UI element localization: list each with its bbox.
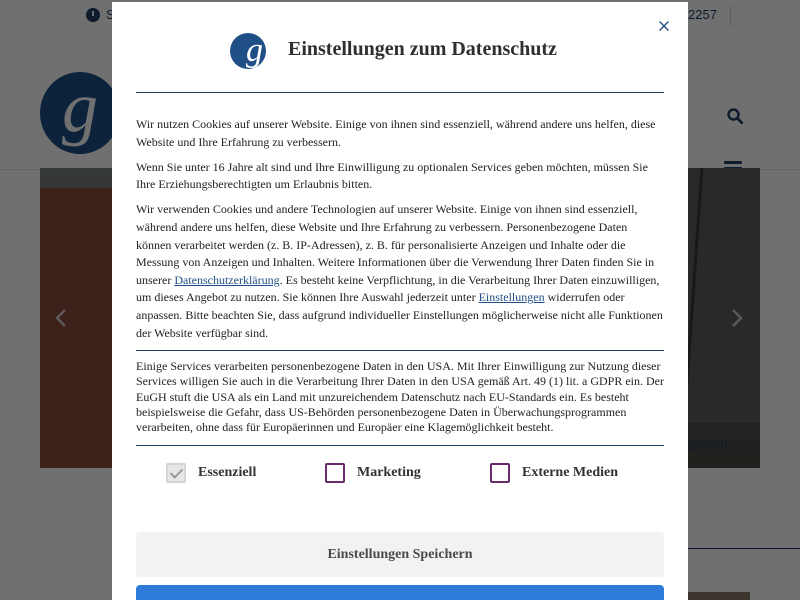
checkbox-label[interactable]: Externe Medien: [522, 465, 619, 480]
settings-link[interactable]: Einstellungen: [478, 290, 545, 305]
checkbox-essenziell-box: [166, 463, 186, 483]
checkbox-essenziell: [166, 462, 256, 484]
logo: [230, 26, 266, 76]
checkbox-externe-medien[interactable]: [490, 462, 618, 484]
checkbox-label: Essenziell: [198, 465, 257, 480]
consent-checkboxes: [166, 462, 666, 484]
checkbox-label[interactable]: Marketing: [357, 465, 421, 480]
privacy-description: [136, 116, 664, 350]
checkbox-marketing[interactable]: [325, 462, 421, 484]
divider: [136, 350, 664, 351]
close-button[interactable]: [657, 19, 671, 33]
divider: [136, 445, 664, 446]
divider: [136, 92, 664, 93]
age-notice-text: Wenn Sie unter 16 Jahre alt sind und Ihre Einwilligung zu optionalen Services geben möchten, müssen Sie Ihre Erziehungsberechtigten um Erlaubnis bitten.: [136, 159, 648, 192]
accept-all-button[interactable]: [136, 585, 664, 600]
details-text: Wir verwenden Cookies und andere Technologien auf unserer Website. Einige von ihnen sind essenziell, während andere uns helfen, diese Website und Ihre Erfahrung zu verbessern. Personenbezogene Daten können verarbeitet werden (z. B. IP-Adressen), z. B. für personalisierte Anzeigen und Inhalte oder die Messung von Anzeigen und Inhalten. Weitere Informationen über die Verwendung Ihrer Daten finden Sie in unserer Datenschutzerklärung. Es besteht keine Verpflichtung, in die Verarbeitung Ihrer Daten einzuwilligen, um dieses Angebot zu nutzen. Sie können Ihre Auswahl jederzeit unter Einstellungen widerrufen oder anpassen. Bitte beachten Sie, dass aufgrund individueller Einstellungen möglicherweise nicht alle Funktionen der Website verfügbar sind.: [136, 202, 663, 340]
modal-title: Einstellungen zum Datenschutz: [288, 38, 557, 60]
checkbox-externe-medien-box[interactable]: [490, 463, 510, 483]
checkbox-marketing-box[interactable]: [325, 463, 345, 483]
usa-data-notice: Einige Services verarbeiten personenbezogene Daten in den USA. Mit Ihrer Einwilligung zur Nutzung dieser Services willigen Sie auch in die Verarbeitung Ihrer Daten in den USA gemäß Art. 49 (1) lit. a GDPR ein. Der EuGH stuft die USA als ein Land mit unzureichendem Datenschutz nach EU-Standards ein. Es besteht beispielsweise die Gefahr, dass US-Behörden personenbezogene Daten in Überwachungsprogrammen verarbeiten, ohne dass für Europäerinnen und Europäer eine Klagemöglichkeit besteht.: [136, 359, 664, 435]
intro-text: Wir nutzen Cookies auf unserer Website. Einige von ihnen sind essenziell, während andere uns helfen, diese Website und Ihre Erfahrung zu verbessern.: [136, 117, 656, 149]
save-settings-button[interactable]: Einstellungen Speichern: [136, 532, 664, 577]
close-icon[interactable]: [657, 19, 671, 33]
privacy-settings-modal: [112, 2, 688, 600]
svg-text:g: g: [246, 32, 263, 69]
privacy-policy-link[interactable]: Datenschutzerklärung: [174, 272, 280, 287]
